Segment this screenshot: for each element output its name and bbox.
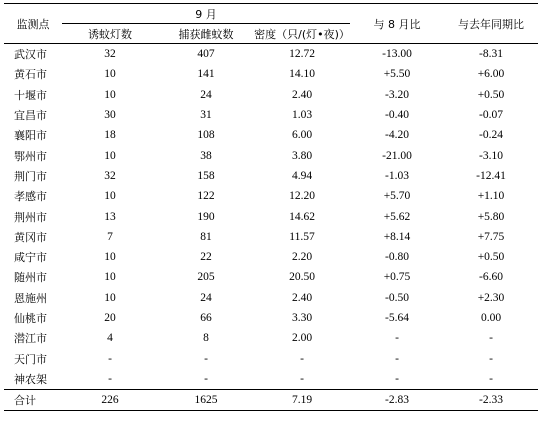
vs-aug-cell: +0.75: [383, 271, 411, 284]
table-row: [4, 44, 538, 65]
station-name: 荆州市: [14, 210, 47, 224]
mosquito-density-table: [4, 3, 538, 411]
station-name: 荆门市: [14, 169, 47, 183]
catch-cell: 205: [197, 271, 215, 284]
density-cell: 14.10: [289, 68, 315, 81]
table-row: [4, 267, 538, 287]
station-name: 恩施州: [14, 291, 47, 305]
vs-aug-cell: -0.50: [385, 291, 409, 304]
vs-last-year-cell: -6.60: [479, 271, 503, 284]
vs-last-year-cell: +7.75: [477, 230, 505, 243]
catch-cell: 190: [197, 210, 215, 223]
station-name: 仙桃市: [14, 312, 47, 325]
vs-last-year-cell: -3.10: [479, 149, 503, 162]
lamps-cell: 13: [104, 210, 116, 223]
vs-last-year-cell: -: [489, 372, 493, 385]
lamps-cell: 30: [104, 109, 116, 122]
lamps-cell: 18: [104, 129, 116, 142]
vs-last-year-cell: -: [489, 332, 493, 345]
lamps-cell: -: [108, 352, 112, 365]
station-name: 咸宁市: [14, 251, 47, 265]
lamps-cell: 10: [104, 190, 116, 203]
vs-last-year-cell: +6.00: [477, 68, 505, 81]
catch-cell: 24: [200, 88, 212, 101]
table-row: [4, 85, 538, 105]
lamps-cell: -: [108, 372, 112, 385]
vs-aug-cell: -3.20: [385, 88, 409, 101]
catch-cell: -: [204, 372, 208, 385]
density-cell: 12.20: [289, 190, 315, 203]
station-name: 十堰市: [14, 88, 47, 102]
total-density: 7.19: [254, 390, 350, 411]
vs-aug-cell: +8.14: [383, 230, 411, 243]
vs-last-year-cell: +0.50: [477, 251, 505, 264]
table-row: [4, 166, 538, 186]
density-cell: 11.57: [289, 230, 315, 243]
vs-aug-cell: -: [395, 332, 399, 345]
density-cell: 1.03: [291, 109, 313, 122]
catch-cell: 141: [197, 68, 215, 81]
vs-aug-cell: -4.20: [385, 129, 409, 142]
vs-aug-cell: +5.62: [383, 210, 411, 223]
header-lamps: 诱蚊灯数: [62, 24, 158, 44]
vs-aug-cell: +5.70: [383, 190, 411, 203]
station-name: 潜江市: [14, 332, 47, 346]
table-row: [4, 247, 538, 267]
table-row: [4, 206, 538, 226]
total-vs-last-year: -2.33: [444, 390, 538, 411]
vs-aug-cell: -: [395, 372, 399, 385]
vs-last-year-cell: -12.41: [476, 169, 506, 182]
vs-last-year-cell: -8.31: [479, 48, 503, 61]
table-row: [4, 348, 538, 368]
catch-cell: 81: [200, 230, 212, 243]
vs-last-year-cell: +2.30: [477, 291, 505, 304]
header-vs-last-year: 与去年同期比: [444, 4, 538, 44]
station-name: 襄阳市: [14, 129, 47, 143]
catch-cell: 22: [200, 251, 212, 264]
density-cell: 3.30: [291, 312, 313, 324]
table-row: [4, 227, 538, 247]
table-row: [4, 328, 538, 348]
table-row: [4, 288, 538, 308]
density-cell: 6.00: [291, 129, 313, 142]
total-lamps: 226: [62, 390, 158, 411]
vs-last-year-cell: +1.10: [477, 190, 505, 203]
density-cell: -: [300, 372, 304, 385]
lamps-cell: 10: [104, 271, 116, 284]
table-row: [4, 186, 538, 206]
density-cell: 2.00: [291, 332, 313, 345]
lamps-cell: 20: [104, 312, 116, 324]
station-name: 天门市: [14, 352, 47, 366]
table-row: [4, 125, 538, 145]
catch-cell: 407: [197, 48, 215, 61]
vs-aug-cell: -5.64: [385, 312, 409, 324]
vs-aug-cell: -13.00: [382, 48, 412, 61]
vs-last-year-cell: -: [489, 352, 493, 365]
catch-cell: 108: [197, 129, 215, 142]
station-name: 黄石市: [14, 68, 47, 82]
catch-cell: 66: [200, 312, 212, 324]
header-vs-aug: 与 8 月比: [350, 4, 444, 44]
total-catch: 1625: [158, 390, 254, 411]
density-cell: 3.80: [291, 149, 313, 162]
vs-last-year-cell: -0.07: [479, 109, 503, 122]
station-name: 随州市: [14, 271, 47, 285]
catch-cell: 158: [197, 169, 215, 182]
vs-aug-cell: -1.03: [385, 169, 409, 182]
station-name: 宜昌市: [14, 109, 47, 123]
table-body: [4, 44, 538, 390]
density-cell: 12.72: [289, 48, 315, 61]
density-cell: -: [300, 352, 304, 365]
lamps-cell: 10: [104, 88, 116, 101]
vs-last-year-cell: +5.80: [477, 210, 505, 223]
station-name: 孝感市: [14, 190, 47, 204]
density-cell: 20.50: [289, 271, 315, 284]
density-cell: 2.40: [291, 88, 313, 101]
lamps-cell: 10: [104, 291, 116, 304]
header-catch: 捕获雌蚊数: [158, 24, 254, 44]
vs-aug-cell: -0.80: [385, 251, 409, 264]
total-row: [4, 390, 538, 411]
total-label: 合计: [4, 390, 62, 411]
catch-cell: 8: [203, 332, 209, 345]
header-month-group: 9 月: [62, 4, 350, 24]
lamps-cell: 10: [104, 68, 116, 81]
vs-last-year-cell: 0.00: [480, 312, 502, 324]
vs-aug-cell: -21.00: [382, 149, 412, 162]
catch-cell: -: [204, 352, 208, 365]
station-name: 武汉市: [14, 48, 47, 62]
header-station: 监测点: [4, 4, 62, 44]
catch-cell: 38: [200, 149, 212, 162]
header-density: 密度（只/(灯•夜)）: [254, 24, 350, 44]
total-vs-aug: -2.83: [350, 390, 444, 411]
station-name: 鄂州市: [14, 149, 47, 163]
lamps-cell: 32: [104, 48, 116, 61]
vs-aug-cell: -: [395, 352, 399, 365]
catch-cell: 24: [200, 291, 212, 304]
lamps-cell: 32: [104, 169, 116, 182]
table-row: [4, 308, 538, 328]
lamps-cell: 7: [107, 230, 113, 243]
table-row: [4, 64, 538, 84]
lamps-cell: 10: [104, 149, 116, 162]
vs-last-year-cell: -0.24: [479, 129, 503, 142]
table-row: [4, 105, 538, 125]
table-row: [4, 369, 538, 390]
vs-aug-cell: -0.40: [385, 109, 409, 122]
table-row: [4, 145, 538, 165]
station-name: 神农架: [14, 372, 47, 386]
vs-last-year-cell: +0.50: [477, 88, 505, 101]
vs-aug-cell: +5.50: [383, 68, 411, 81]
density-cell: 14.62: [289, 210, 315, 223]
lamps-cell: 10: [104, 251, 116, 264]
density-cell: 2.20: [291, 251, 313, 264]
lamps-cell: 4: [107, 332, 113, 345]
catch-cell: 31: [200, 109, 212, 122]
density-cell: 2.40: [291, 291, 313, 304]
station-name: 黄冈市: [14, 230, 47, 244]
catch-cell: 122: [197, 190, 215, 203]
density-cell: 4.94: [291, 169, 313, 182]
